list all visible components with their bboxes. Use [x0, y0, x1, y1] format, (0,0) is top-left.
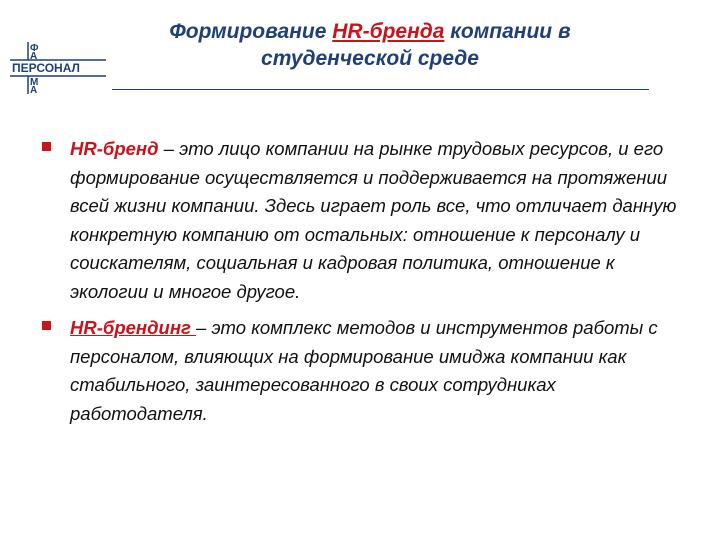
slide-body [42, 135, 692, 436]
title-highlight: HR-бренда [332, 20, 445, 43]
definition-hr-branding: – это комплекс методов и инструментов работы с персоналом, влияющих на формирование имиджа компании как стабильного, заинтересованного в своих сотрудниках работодателя. [70, 317, 658, 424]
title-part2: компании в студенческой среде [261, 20, 571, 70]
bullet-item-hr-branding [42, 314, 692, 428]
title-divider [112, 89, 649, 90]
logo-letter-m: М [30, 77, 39, 88]
square-bullet-icon [42, 142, 51, 151]
logo-word: ПЕРСОНАЛ [12, 61, 80, 75]
slide-title [120, 18, 620, 72]
logo-letter-a1: А [30, 51, 38, 62]
term-hr-branding: HR-брендинг [70, 317, 197, 338]
square-bullet-icon [42, 321, 51, 330]
title-part1: Формирование [169, 20, 333, 43]
bullet-item-hr-brand [42, 135, 692, 306]
company-logo [10, 42, 106, 94]
definition-hr-brand: – это лицо компании на рынке трудовых ресурсов, и его формирование осуществляется и поддерживается на протяжении всей жизни компании. Здесь играет роль все, что отличает данную конкретную компанию от остальных: отношение к персоналу и соискателям, социальная и кадровая политика, отношение к экологии и многое другое. [70, 138, 677, 302]
term-hr-brand: HR-бренд [70, 138, 159, 159]
logo-letter-a2: А [30, 85, 38, 94]
logo-letter-f: Ф [30, 43, 39, 54]
